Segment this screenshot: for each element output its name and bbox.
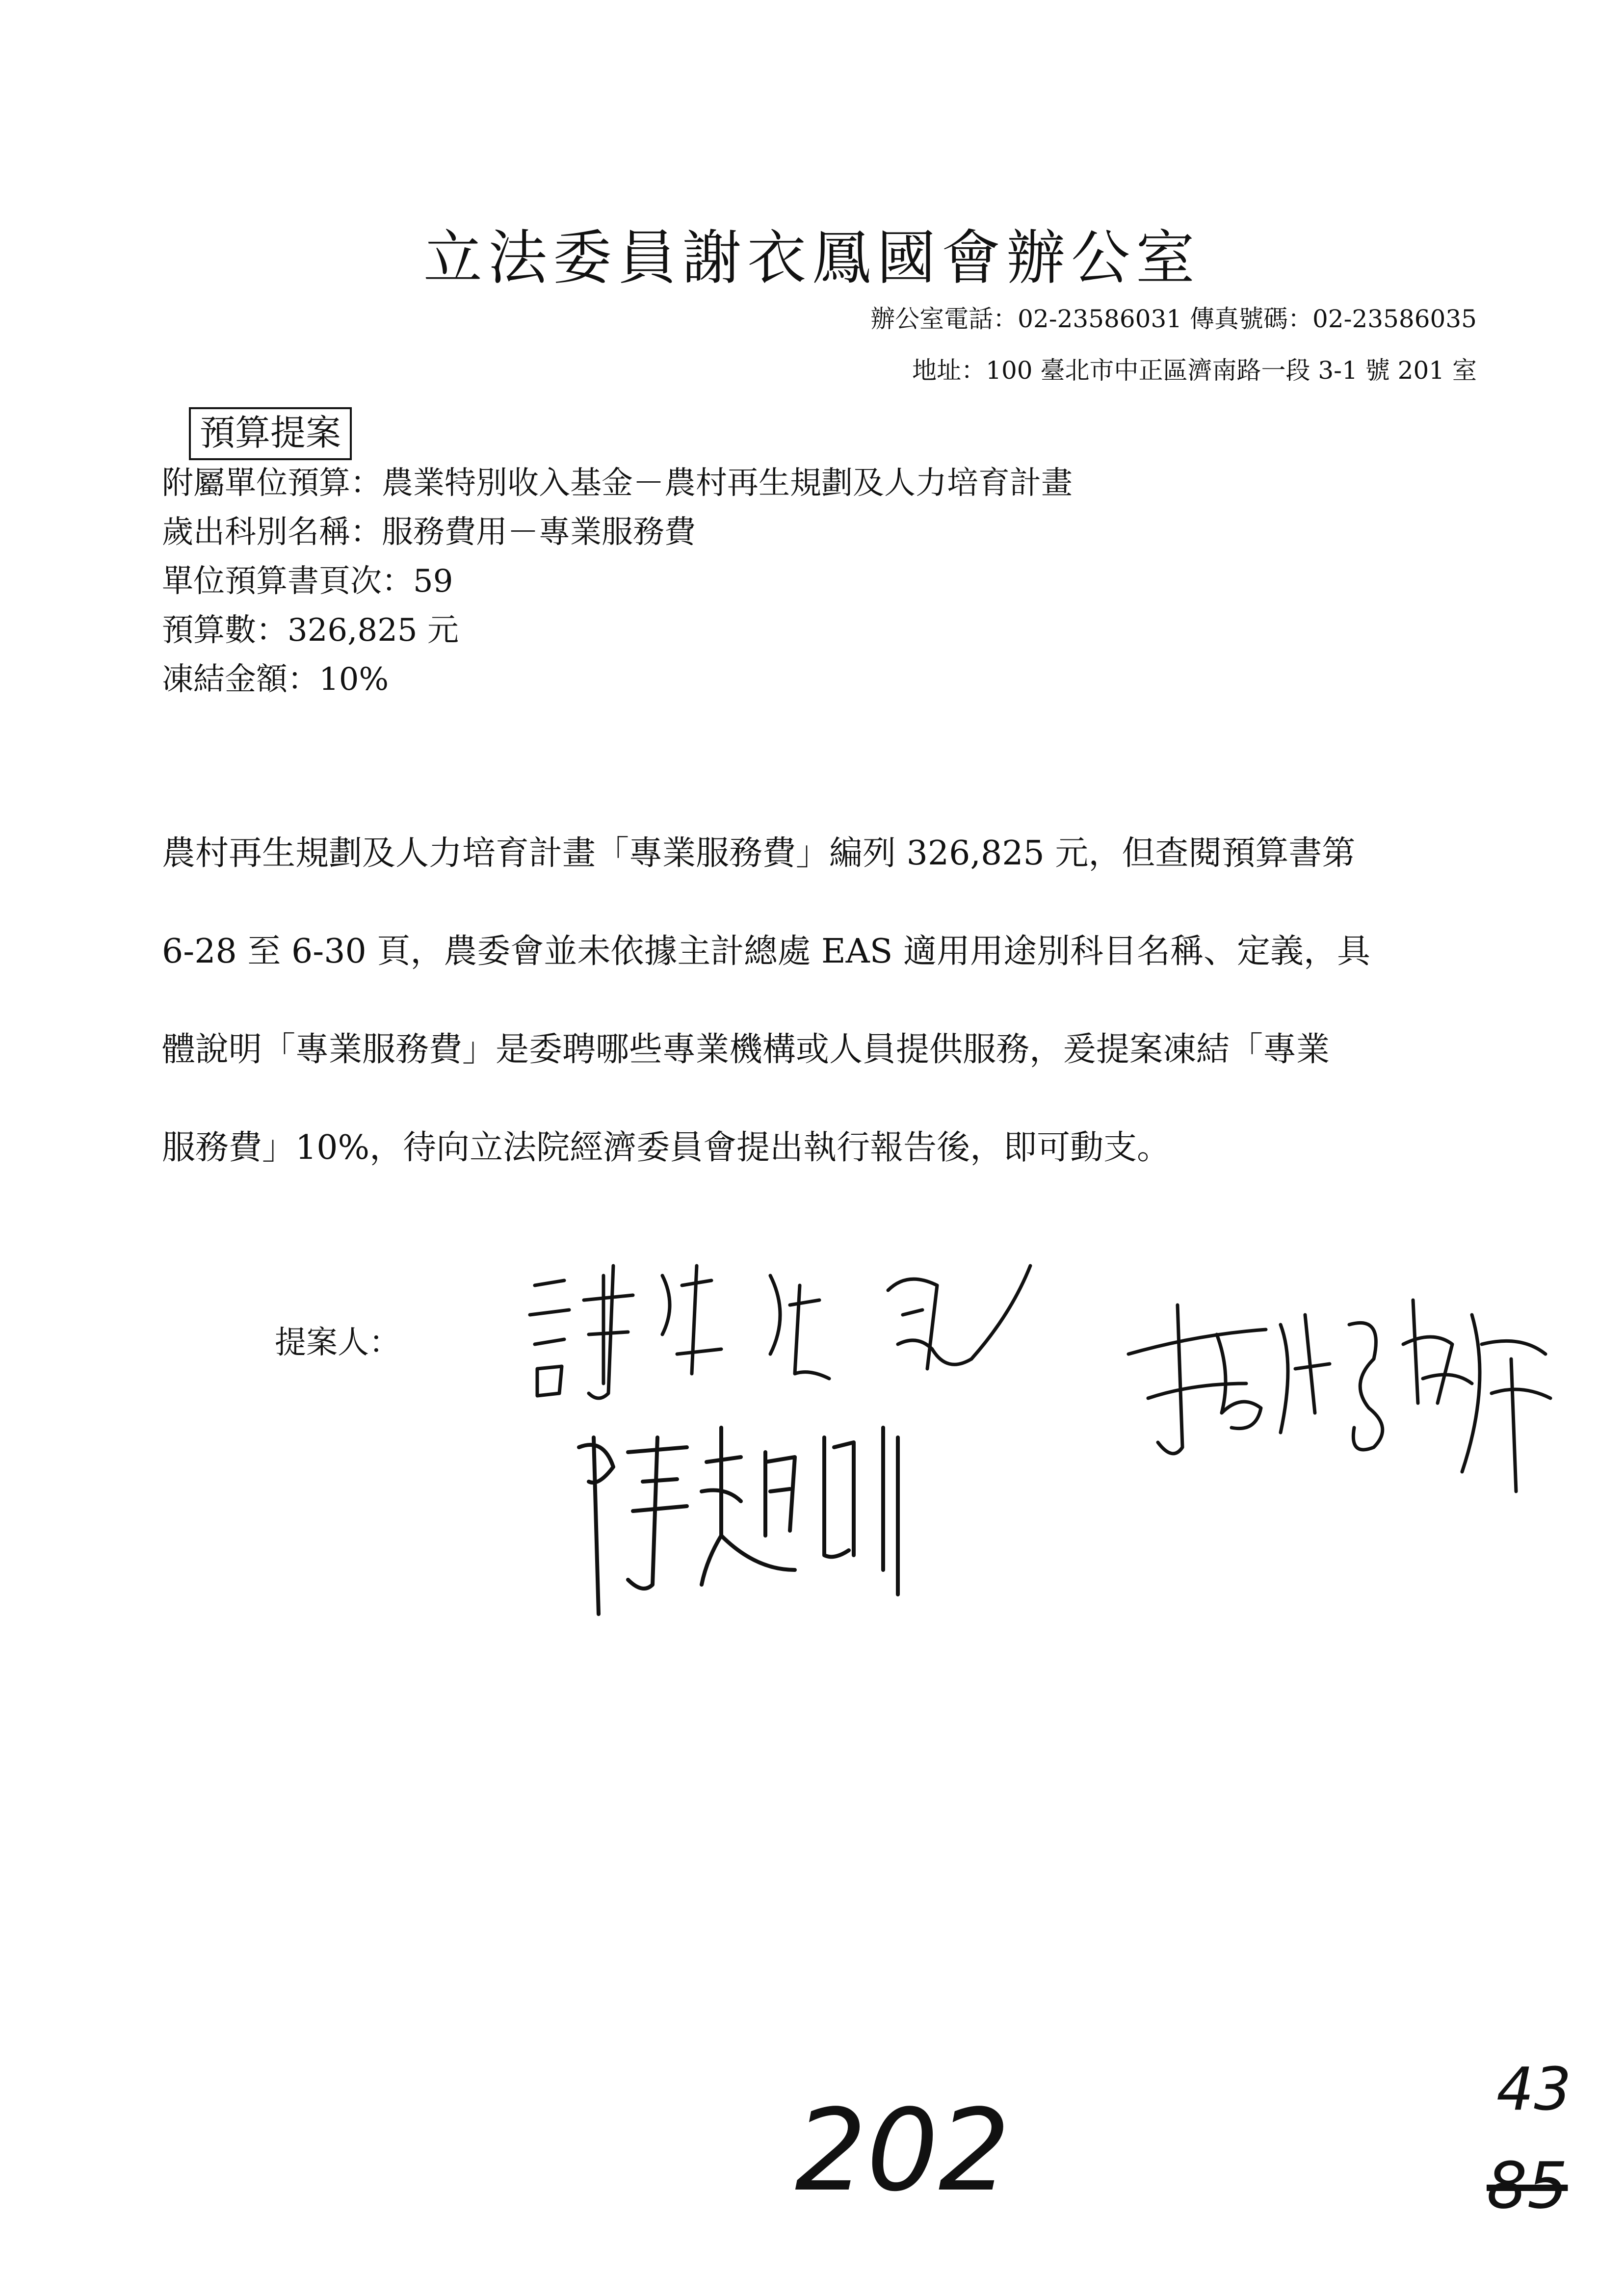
- body-line: 服務費」10%，待向立法院經濟委員會提出執行報告後，即可動支。: [162, 1128, 1171, 1167]
- field-freeze-amount: 凍結金額：10%: [162, 661, 389, 698]
- signature-2: [559, 1408, 1001, 1634]
- proposal-type-tag: 預算提案: [189, 407, 352, 460]
- field-affiliated-budget: 附屬單位預算：農業特別收入基金－農村再生規劃及人力培育計畫: [162, 465, 1073, 501]
- handwritten-page-number: 202: [795, 2086, 1010, 2217]
- proposer-label: 提案人：: [275, 1325, 400, 1361]
- signature-1: [515, 1246, 1055, 1413]
- field-expenditure-category: 歲出科別名稱：服務費用－專業服務費: [162, 514, 696, 550]
- body-line: 農村再生規劃及人力培育計畫「專業服務費」編列 326,825 元，但查閱預算書第: [162, 834, 1356, 873]
- contact-address: 地址：100 臺北市中正區濟南路一段 3-1 號 201 室: [912, 356, 1477, 385]
- handwritten-corner-number-bottom: 85: [1487, 2148, 1568, 2223]
- body-line: 體說明「專業服務費」是委聘哪些專業機構或人員提供服務，爰提案凍結「專業: [162, 1030, 1330, 1069]
- field-budget-amount: 預算數：326,825 元: [162, 612, 459, 649]
- field-budget-page: 單位預算書頁次：59: [162, 563, 453, 600]
- contact-phone-fax: 辦公室電話：02-23586031 傳真號碼：02-23586035: [870, 305, 1477, 333]
- signature-3: [1119, 1285, 1570, 1516]
- body-line: 6-28 至 6-30 頁，農委會並未依據主計總處 EAS 適用用途別科目名稱、定義，具: [162, 932, 1370, 971]
- handwritten-corner-number-top: 43: [1496, 2056, 1572, 2124]
- office-title: 立法委員謝衣鳳國會辦公室: [423, 224, 1201, 292]
